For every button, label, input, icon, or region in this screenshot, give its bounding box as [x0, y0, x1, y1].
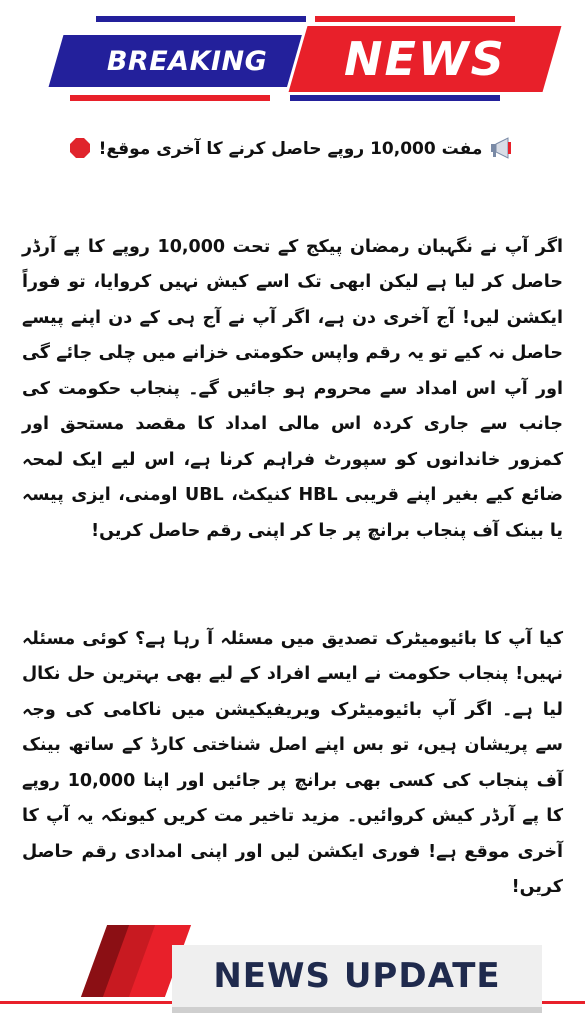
- breaking-news-banner: [0, 0, 585, 120]
- banner-stripe: [290, 95, 500, 101]
- footer-shadow: [172, 1007, 542, 1013]
- news-label: NEWS: [344, 32, 506, 86]
- article-paragraph-2: کیا آپ کا بائیومیٹرک تصدیق میں مسئلہ آ رہا ہے؟ کوئی مسئلہ نہیں! پنجاب حکومت نے ایسے افراد کے لیے بھی بہترین حل نکال لیا ہے۔ اگر آپ بائیومیٹرک ویریفیکیشن میں ناکامی کی وجہ سے پریشان ہیں، تو بس اپنے اصل شناختی کارڈ کے ساتھ بینک آف پنجاب کی کسی بھی برانچ پر جائیں اور اپنا 10,000 روپے کا پے آرڈر کیش کروائیں۔ مزید تاخیر مت کریں کیونکہ یہ آپ کا آخری موقع ہے! فوری ایکشن لیں اور اپنی امدادی رقم حاصل کریں!: [22, 628, 563, 897]
- article-paragraph-1: اگر آپ نے نگہبان رمضان پیکج کے تحت 10,000 روپے کا پے آرڈر حاصل کر لیا ہے لیکن ابھی تک اسے کیش نہیں کروایا، تو فوراً ایکشن لیں! آج آخری دن ہے، اگر آپ نے آج ہی کے دن اپنے پیسے حاصل نہ کیے تو یہ رقم واپس حکومتی خزانے میں چلی جائے گی اور آپ اس امداد سے محروم ہو جائیں گے۔ پنجاب حکومت کی جانب سے جاری کردہ اس مالی امداد کا مقصد مستحق اور کمزور خاندانوں کو سپورٹ فراہم کرنا ہے، اس لیے ایک لمحہ ضائع کیے بغیر اپنے قریبی HBL کنیکٹ، UBL اومنی، ایزی پیسہ یا بینک آف پنجاب برانچ پر جا کر اپنی رقم حاصل کریں!: [22, 236, 563, 541]
- breaking-label: BREAKING: [106, 45, 268, 77]
- stop-icon: [69, 137, 91, 159]
- banner-stripe: [70, 95, 270, 101]
- banner-stripe: [96, 16, 306, 22]
- breaking-label-box: [49, 35, 326, 87]
- news-update-plate: [172, 945, 542, 1007]
- news-update-label: NEWS UPDATE: [213, 956, 501, 996]
- news-label-box: [289, 26, 562, 92]
- headline-text: مفت 10,000 روپے حاصل کرنے کا آخری موقع!: [98, 138, 483, 159]
- banner-stripe: [315, 16, 515, 22]
- headline: [30, 128, 555, 168]
- megaphone-icon: [490, 137, 516, 159]
- news-update-footer: [0, 925, 585, 1024]
